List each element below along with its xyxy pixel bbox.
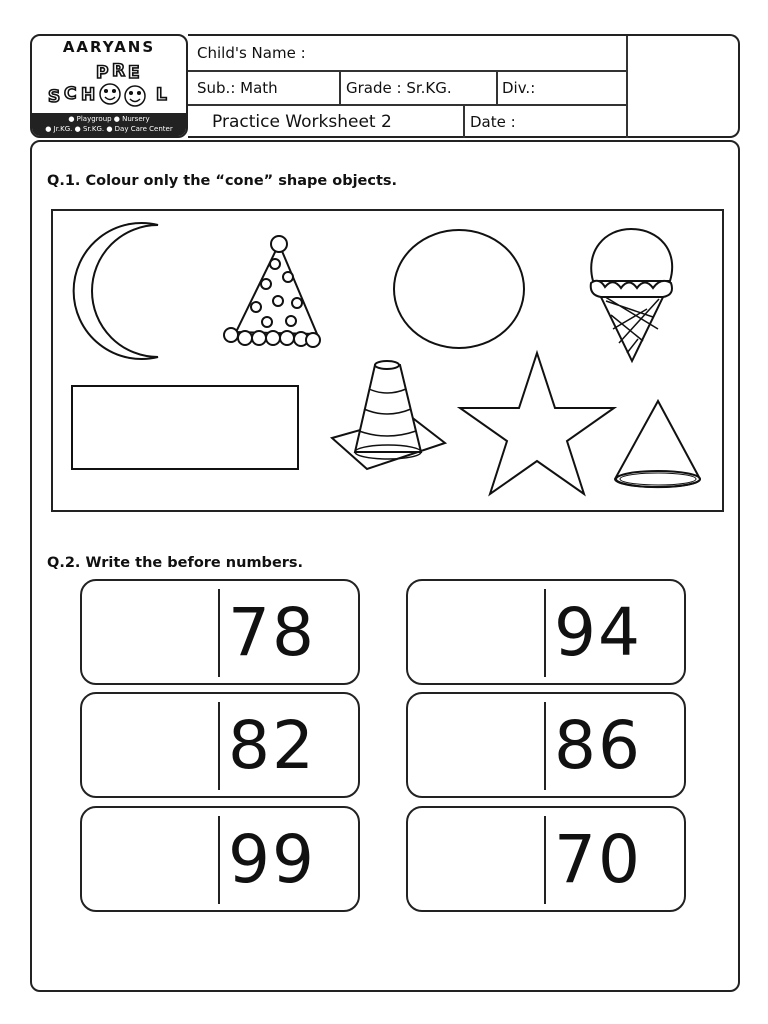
answer-blank[interactable] (90, 816, 212, 904)
header-row-divider (188, 104, 626, 106)
logo-programs-line2: ● Jr.KG. ● Sr.KG. ● Day Care Center (45, 125, 173, 133)
logo-letter: R (112, 61, 126, 81)
worksheet-title: Practice Worksheet 2 (212, 112, 392, 132)
number-card (406, 579, 686, 685)
card-divider (544, 589, 546, 677)
given-number: 78 (228, 594, 316, 671)
number-card (406, 692, 686, 798)
logo-letter: S (48, 87, 61, 107)
question-1-title: Q.1. Colour only the “cone” shape objects. (47, 173, 398, 189)
given-number: 82 (228, 707, 316, 784)
circle-shape (394, 230, 524, 348)
header-info-table (188, 34, 740, 138)
party-hat-shape (224, 236, 320, 347)
answer-blank[interactable] (416, 702, 538, 790)
preschool-logo-art (44, 56, 178, 118)
header-column-divider (463, 104, 465, 138)
question-2-title: Q.2. Write the before numbers. (47, 555, 304, 571)
shapes-panel (51, 209, 724, 512)
given-number: 99 (228, 821, 316, 898)
logo-letter: H (81, 85, 96, 105)
shapes-drawing (53, 211, 722, 510)
card-divider (544, 816, 546, 904)
star-shape (460, 353, 614, 494)
date-label: Date : (470, 113, 516, 131)
child-name-label: Child's Name : (197, 44, 306, 62)
traffic-cone-shape (332, 361, 445, 469)
logo-programs-line1: ● Playgroup ● Nursery (68, 115, 150, 123)
logo-letter: E (128, 63, 140, 83)
answer-blank[interactable] (416, 816, 538, 904)
card-divider (218, 702, 220, 790)
card-divider (218, 816, 220, 904)
cone-shape (615, 401, 700, 487)
card-divider (218, 589, 220, 677)
school-logo (30, 34, 188, 138)
header-column-divider (626, 36, 628, 138)
logo-programs-strip (32, 113, 186, 136)
ice-cream-cone-shape (591, 229, 672, 361)
number-card (80, 579, 360, 685)
logo-title: AARYANS (62, 38, 156, 56)
logo-letter: P (96, 63, 109, 83)
header-column-divider (496, 70, 498, 104)
grade-label: Grade : Sr.KG. (346, 79, 452, 97)
logo-letter: L (156, 85, 167, 105)
given-number: 70 (554, 821, 642, 898)
smiley-faces-icon (100, 84, 145, 106)
answer-blank[interactable] (90, 702, 212, 790)
crescent-moon-shape (74, 223, 158, 359)
number-card (80, 692, 360, 798)
given-number: 94 (554, 594, 642, 671)
rectangle-shape (72, 386, 298, 469)
div-label: Div.: (502, 79, 536, 97)
subject-label: Sub.: Math (197, 79, 278, 97)
number-card (406, 806, 686, 912)
header-column-divider (339, 70, 341, 104)
logo-letter: C (64, 84, 77, 104)
card-divider (544, 702, 546, 790)
answer-blank[interactable] (416, 589, 538, 677)
header-row-divider (188, 70, 626, 72)
answer-blank[interactable] (90, 589, 212, 677)
given-number: 86 (554, 707, 642, 784)
number-card (80, 806, 360, 912)
